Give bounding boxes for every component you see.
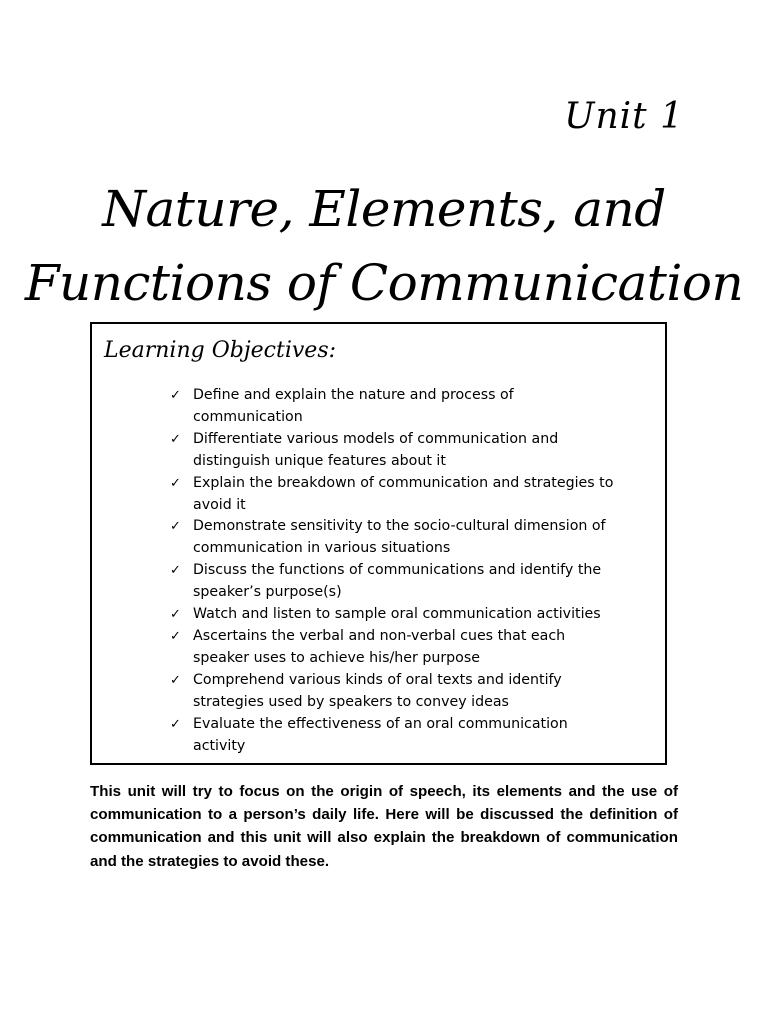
objective-text: Differentiate various models of communication and distinguish unique features about it — [193, 430, 559, 469]
checkmark-icon: ✓ — [170, 475, 181, 491]
list-item — [168, 473, 618, 517]
objective-text: Comprehend various kinds of oral texts and identify strategies used by speakers to convey ideas — [193, 671, 562, 710]
objective-text: Discuss the functions of communications and identify the speaker’s purpose(s) — [193, 562, 602, 601]
checkmark-icon: ✓ — [170, 563, 181, 579]
page-title-line-2: Functions of Communication — [24, 254, 744, 312]
list-item — [168, 560, 618, 604]
list-item — [168, 626, 618, 670]
checkmark-icon: ✓ — [170, 628, 181, 644]
list-item — [168, 385, 618, 429]
list-item — [168, 429, 618, 473]
learning-objectives-heading: Learning Objectives: — [104, 338, 337, 363]
learning-objectives-box — [90, 322, 667, 765]
checkmark-icon: ✓ — [170, 519, 181, 535]
list-item — [168, 604, 618, 626]
page-title-line-1: Nature, Elements, and — [102, 180, 666, 238]
checkmark-icon: ✓ — [170, 388, 181, 403]
learning-objectives-list — [168, 385, 618, 757]
list-item — [168, 714, 618, 758]
checkmark-icon: ✓ — [170, 431, 181, 447]
objective-text: Define and explain the nature and process of communication — [193, 387, 514, 425]
intro-paragraph: This unit will try to focus on the origin of speech, its elements and the use of communication to a person’s daily life. Here will be discussed the definition of communication and this unit will also explain the breakdown of communication and the strategies to avoid these. — [90, 783, 678, 870]
checkmark-icon: ✓ — [170, 716, 181, 732]
unit-label: Unit 1 — [564, 96, 684, 137]
objective-text: Ascertains the verbal and non-verbal cues that each speaker uses to achieve his/her purpose — [193, 627, 566, 666]
checkmark-icon: ✓ — [170, 607, 181, 623]
objective-text: Evaluate the effectiveness of an oral communication activity — [193, 715, 568, 754]
objective-text: Explain the breakdown of communication and strategies to avoid it — [193, 474, 614, 513]
list-item — [168, 516, 618, 560]
list-item — [168, 670, 618, 714]
checkmark-icon: ✓ — [170, 672, 181, 688]
objective-text: Demonstrate sensitivity to the socio-cultural dimension of communication in various situations — [193, 518, 606, 557]
objective-text: Watch and listen to sample oral communication activities — [193, 606, 601, 623]
